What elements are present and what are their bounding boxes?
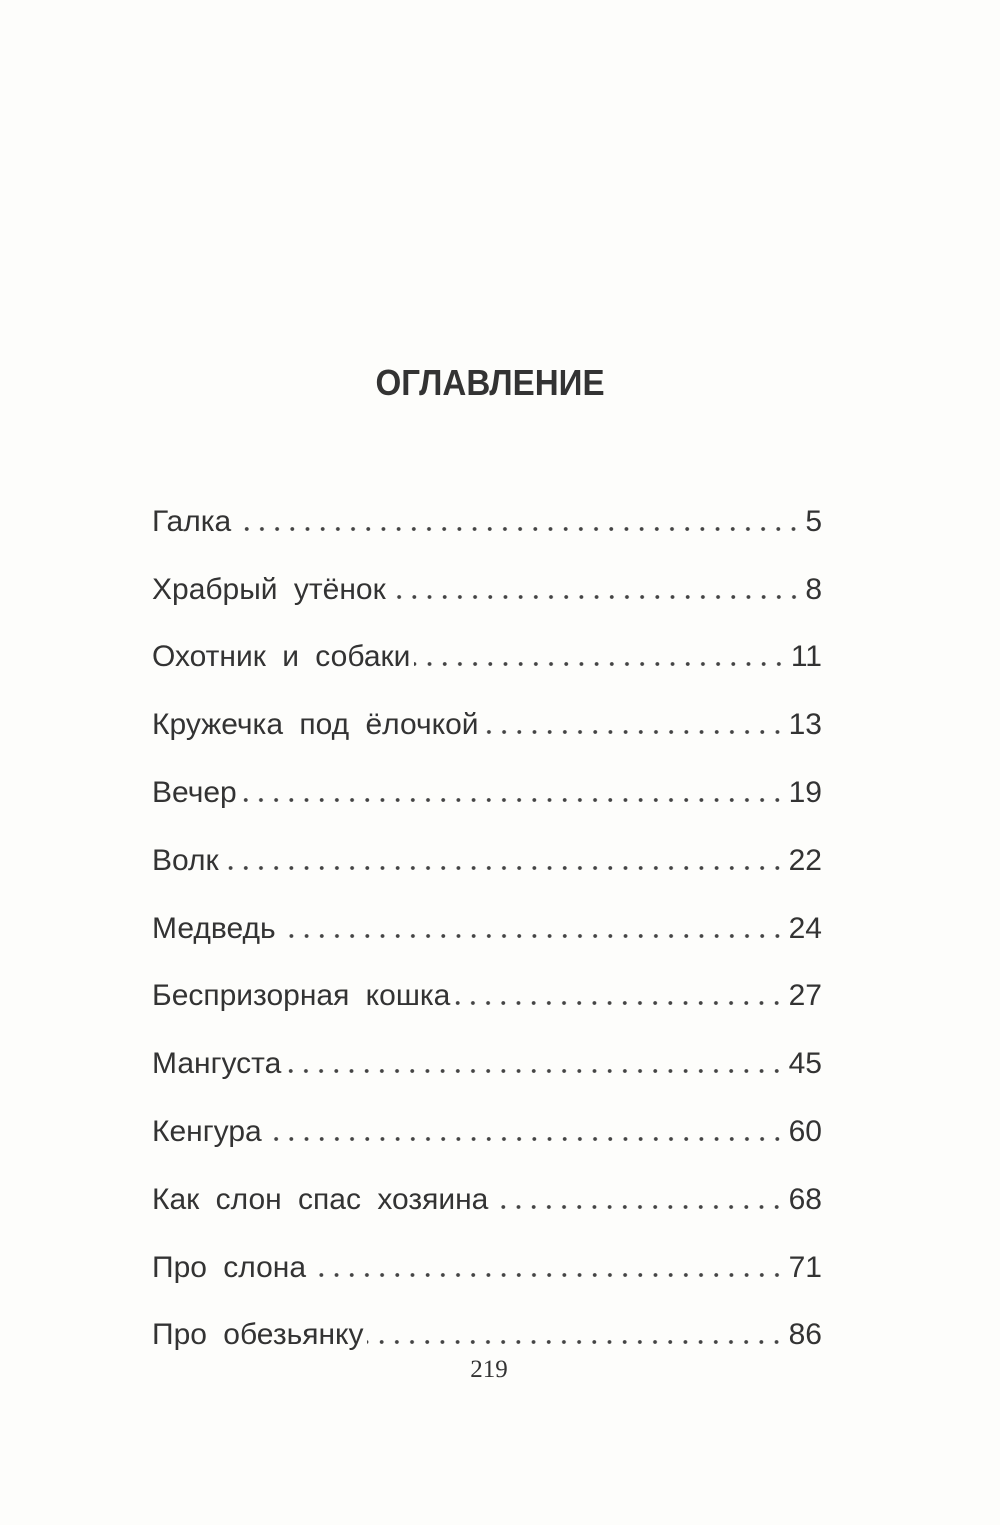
toc-entry-page: 19 bbox=[788, 775, 822, 809]
toc-entry bbox=[152, 1152, 822, 1220]
dot-leader bbox=[367, 1338, 784, 1346]
page-number: 219 bbox=[470, 1356, 508, 1383]
toc-entry bbox=[152, 677, 822, 745]
toc-entry-page: 13 bbox=[788, 708, 822, 742]
toc-entry bbox=[152, 1016, 822, 1084]
toc-entry-page: 27 bbox=[788, 979, 822, 1013]
dot-leader bbox=[390, 593, 802, 601]
dot-leader bbox=[266, 1135, 785, 1143]
toc-entry-page: 45 bbox=[788, 1047, 822, 1081]
toc-entry-page: 5 bbox=[805, 504, 822, 538]
toc-entry-title: Как слон спас хозяина bbox=[152, 1182, 489, 1216]
toc-entry-title: Вечер bbox=[152, 775, 237, 809]
toc-entry bbox=[152, 813, 822, 881]
toc-entry bbox=[152, 474, 822, 542]
dot-leader bbox=[310, 1271, 785, 1279]
dot-leader bbox=[241, 796, 785, 804]
toc-entry bbox=[152, 745, 822, 813]
toc-entry-page: 71 bbox=[788, 1250, 822, 1284]
toc-entry-title: Про слона bbox=[152, 1250, 307, 1284]
table-of-contents bbox=[152, 474, 822, 1355]
toc-entry bbox=[152, 542, 822, 610]
toc-entry bbox=[152, 881, 822, 949]
dot-leader bbox=[235, 525, 801, 533]
toc-entry-page: 68 bbox=[788, 1182, 822, 1216]
page-title: ОГЛАВЛЕНИЕ bbox=[375, 362, 605, 403]
dot-leader bbox=[483, 728, 785, 736]
toc-entry-title: Про обезьянку bbox=[152, 1318, 364, 1352]
toc-entry-title: Мангуста bbox=[152, 1047, 282, 1081]
toc-entry-page: 24 bbox=[788, 911, 822, 945]
dot-leader bbox=[492, 1203, 784, 1211]
toc-entry bbox=[152, 1220, 822, 1288]
dot-leader bbox=[414, 660, 786, 668]
toc-entry bbox=[152, 949, 822, 1017]
toc-entry bbox=[152, 610, 822, 678]
dot-leader bbox=[454, 999, 784, 1007]
toc-entry-page: 86 bbox=[788, 1318, 822, 1352]
toc-entry-title: Медведь bbox=[152, 911, 276, 945]
dot-leader bbox=[280, 932, 785, 940]
toc-entry-page: 11 bbox=[790, 640, 822, 674]
toc-entry-title: Кенгура bbox=[152, 1114, 262, 1148]
toc-entry bbox=[152, 1084, 822, 1152]
toc-entry-page: 8 bbox=[805, 572, 822, 606]
toc-entry-title: Беспризорная кошка bbox=[152, 979, 451, 1013]
toc-entry bbox=[152, 1288, 822, 1356]
toc-entry-title: Галка bbox=[152, 504, 232, 538]
toc-entry-title: Охотник и собаки bbox=[152, 640, 411, 674]
toc-entry-title: Волк bbox=[152, 843, 219, 877]
toc-entry-page: 60 bbox=[788, 1114, 822, 1148]
toc-entry-page: 22 bbox=[788, 843, 822, 877]
toc-entry-title: Кружечка под ёлочкой bbox=[152, 708, 479, 742]
dot-leader bbox=[223, 864, 785, 872]
toc-entry-title: Храбрый утёнок bbox=[152, 572, 386, 606]
dot-leader bbox=[285, 1067, 784, 1075]
